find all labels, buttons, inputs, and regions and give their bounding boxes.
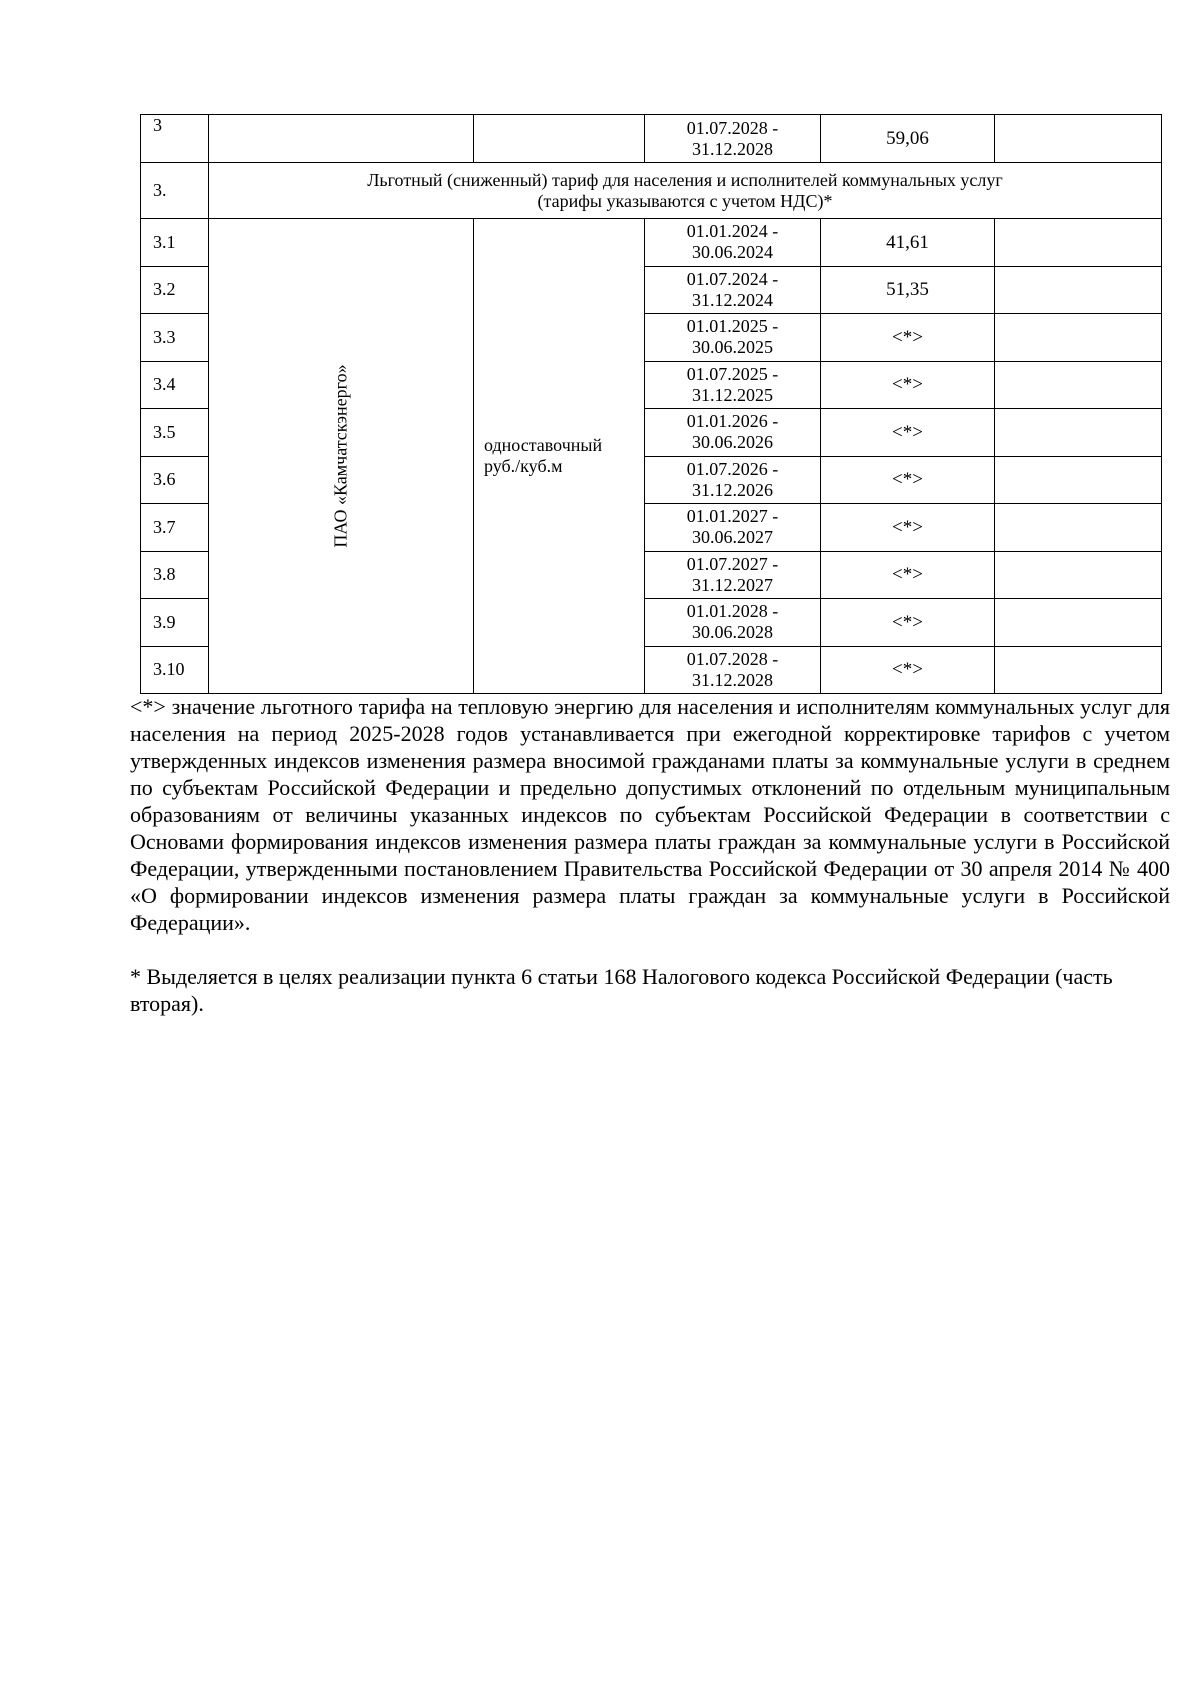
period-cell — [645, 361, 821, 409]
row-number: 3.4 — [141, 361, 209, 409]
footnotes — [130, 693, 1170, 1017]
section-title-line-1: Льготный (сниженный) тариф для населения и исполнителей коммунальных услуг — [367, 169, 1003, 190]
tariff-value: <*> — [821, 551, 995, 599]
period-from: 01.01.2026 - — [686, 411, 779, 432]
empty-cell — [995, 551, 1162, 599]
tariff-value: 51,35 — [821, 266, 995, 314]
tariff-type: одноставочный — [484, 435, 603, 455]
period-from: 01.07.2028 - — [686, 648, 779, 669]
period-cell — [645, 219, 821, 267]
period-cell — [645, 599, 821, 647]
organization-cell — [209, 219, 474, 694]
tariff-value: <*> — [821, 361, 995, 409]
row-number: 3.9 — [141, 599, 209, 647]
period-cell — [645, 646, 821, 694]
footnote-star: <*> значение льготного тарифа на тепловую энергию для населения и исполнителям коммунальных услуг для населения на период 2025-2028 годов устанавливается при ежегодной корректировке тарифов с учетом утвержденных индексов изменения размера вносимой гражданами платы за коммунальные услуги в среднем по субъектам Российской Федерации и предельно допустимых отклонений по отдельным муниципальным образованиям от величины указанных индексов по субъектам Российской Федерации в соответствии с Основами формирования индексов изменения размера платы граждан за коммунальные услуги в Российской Федерации, утвержденными постановлением Правительства Российской Федерации от 30 апреля 2014 № 400 «О формировании индексов изменения размера платы граждан за коммунальные услуги в Российской Федерации». — [130, 694, 1170, 935]
row-number: 3.6 — [141, 456, 209, 504]
section-header-row — [141, 163, 1162, 219]
period-to: 30.06.2025 — [692, 337, 773, 358]
row-number: 3.2 — [141, 266, 209, 314]
empty-cell — [995, 409, 1162, 457]
period-to: 30.06.2026 — [692, 432, 773, 453]
period-cell — [645, 456, 821, 504]
period-from: 01.07.2026 - — [686, 458, 779, 479]
organization-name: ПАО «Камчатскэнерго» — [330, 364, 351, 548]
section-title-line-2: (тарифы указываются с учетом НДС)* — [537, 190, 833, 211]
unit-cell — [474, 219, 645, 694]
tariff-value: <*> — [821, 456, 995, 504]
period-from: 01.07.2024 - — [686, 268, 779, 289]
empty-cell — [995, 456, 1162, 504]
period-to: 31.12.2028 — [692, 669, 773, 690]
empty-cell — [995, 361, 1162, 409]
tariff-value: <*> — [821, 646, 995, 694]
period-cell — [645, 409, 821, 457]
empty-cell — [995, 599, 1162, 647]
row-number: 3.3 — [141, 314, 209, 362]
period-cell — [645, 504, 821, 552]
tariff-value: 41,61 — [821, 219, 995, 267]
empty-cell — [995, 115, 1162, 163]
period-from: 01.07.2027 - — [686, 553, 779, 574]
row-number: 3.10 — [141, 646, 209, 694]
period-to: 31.12.2026 — [692, 479, 773, 500]
empty-cell — [995, 314, 1162, 362]
empty-cell — [995, 646, 1162, 694]
table-row — [141, 115, 1162, 163]
period-cell — [645, 314, 821, 362]
tariff-value: <*> — [821, 599, 995, 647]
period-from: 01.07.2025 - — [686, 363, 779, 384]
period-from: 01.01.2027 - — [686, 506, 779, 527]
empty-cell — [474, 115, 645, 163]
period-to: 31.12.2025 — [692, 384, 773, 405]
unit-label: руб./куб.м — [484, 456, 563, 476]
period-cell — [645, 266, 821, 314]
empty-cell — [995, 219, 1162, 267]
period-to: 31.12.2028 — [692, 138, 773, 159]
period-from: 01.07.2028 - — [686, 117, 779, 138]
tariff-value: <*> — [821, 314, 995, 362]
period-to: 30.06.2027 — [692, 527, 773, 548]
table-row — [141, 219, 1162, 267]
period-from: 01.01.2025 - — [686, 316, 779, 337]
period-cell — [645, 115, 821, 163]
row-number: 3.1 — [141, 219, 209, 267]
empty-cell — [995, 266, 1162, 314]
row-number: 3.7 — [141, 504, 209, 552]
period-from: 01.01.2024 - — [686, 221, 779, 242]
empty-cell — [209, 115, 474, 163]
period-cell — [645, 551, 821, 599]
tariff-table — [140, 114, 1162, 694]
period-to: 31.12.2027 — [692, 574, 773, 595]
row-number: 3.8 — [141, 551, 209, 599]
footnote-vat: * Выделяется в целях реализации пункта 6 статьи 168 Налогового кодекса Российской Федерации (часть вторая). — [130, 964, 1113, 1016]
empty-cell — [995, 504, 1162, 552]
tariff-value: <*> — [821, 409, 995, 457]
period-to: 30.06.2024 — [692, 242, 773, 263]
tariff-value: <*> — [821, 504, 995, 552]
row-number: 3.5 — [141, 409, 209, 457]
period-to: 30.06.2028 — [692, 622, 773, 643]
period-from: 01.01.2028 - — [686, 601, 779, 622]
section-title — [209, 163, 1162, 219]
period-to: 31.12.2024 — [692, 289, 773, 310]
row-number: 3 — [141, 115, 209, 163]
tariff-value: 59,06 — [821, 115, 995, 163]
section-number: 3. — [141, 163, 209, 219]
